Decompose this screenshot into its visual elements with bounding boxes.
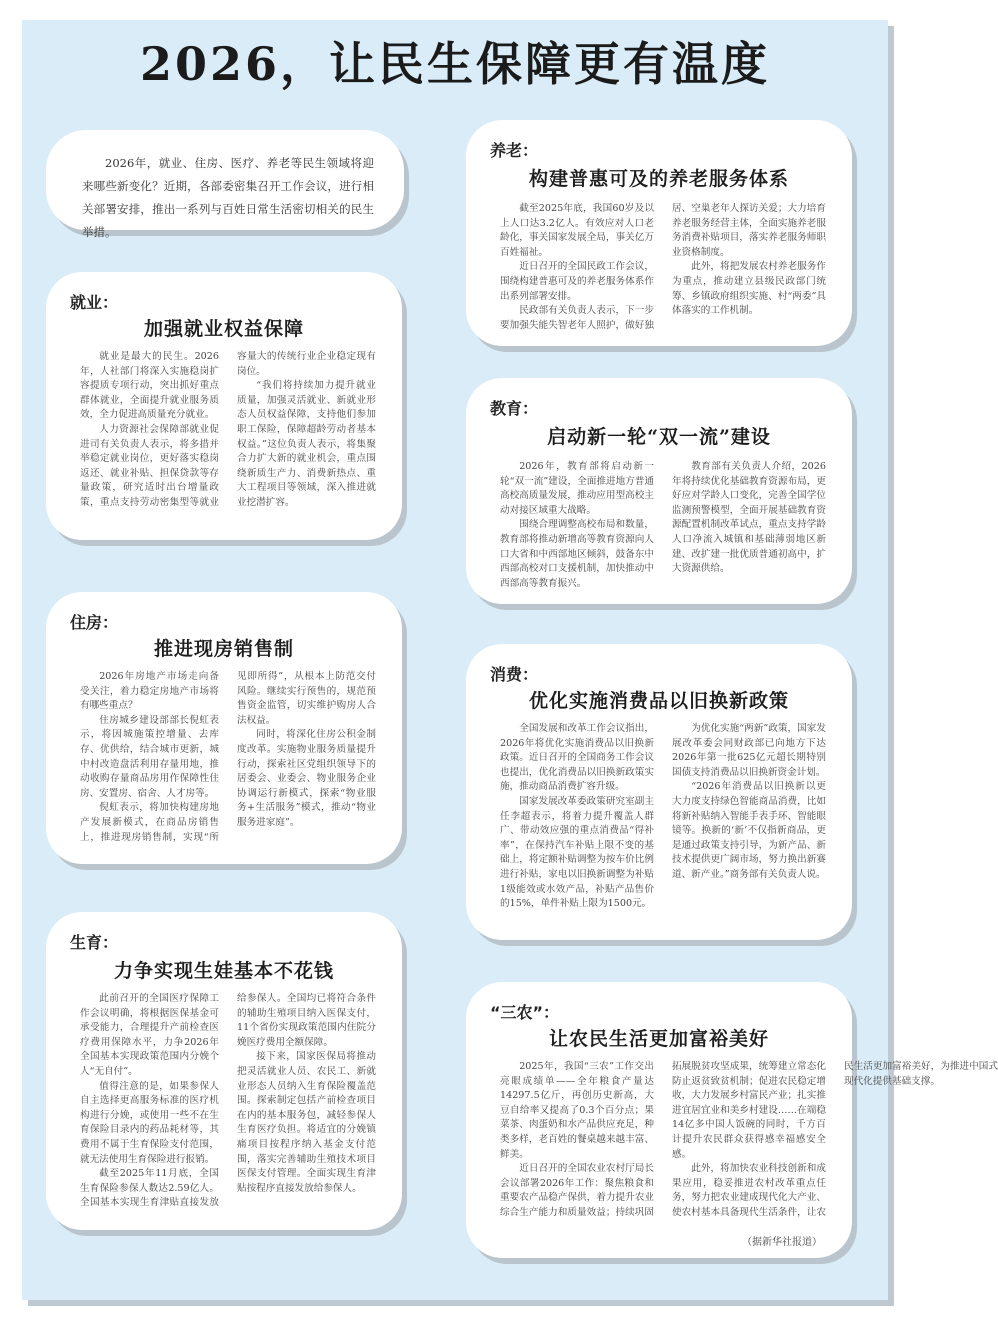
section-consumption [466,644,852,940]
section-heading: 力争实现生娃基本不花钱 [113,960,334,982]
paragraph: “2026年消费品以旧换新以更大力度支持绿色智能商品消费，比如将新补贴纳入智能手表手环、智能眼镜等。换新的‘新’不仅指新商品，更是通过政策支持引导，为新产品、新技术提供更广阔市场，努力换出新赛道、新产业。”商务部有关负责人说。 [672,781,826,880]
paragraph: 2025年，我国“三农”工作交出亮眼成绩单——全年粮食产量达14297.5亿斤，再创历史新高，大豆自给率又提高了0.3个百分点；果菜茶、肉蛋奶和水产品供应充足，种类多样，老百姓的餐桌越来越丰富、鲜美。 [500,1061,654,1160]
section-body [500,202,826,334]
section-heading: 构建普惠可及的养老服务体系 [528,168,789,190]
section-tag: 就业： [70,293,119,312]
paragraph: 人力资源社会保障部就业促进司有关负责人表示，将多措并举稳定就业岗位，更好落实稳岗返还、就业补贴、担保贷款等存量政策，研究适时出台增量政策，重点支持劳动密集型等就业容量大的传统行业企业稳定现有岗位。 [80,351,376,508]
section-heading: 优化实施消费品以旧换新政策 [528,690,789,712]
paragraph: 就业是最大的民生。2026年，人社部门将深入实施稳岗扩容提质专项行动，突出抓好重点群体就业，全面提升就业服务质效，全力促进高质量充分就业。 [80,351,219,421]
section-body [500,460,826,592]
intro-text: 2026年，就业、住房、医疗、养老等民生领域将迎来哪些新变化？近期，各部委密集召开工作会议，进行相关部署安排，推出一系列与百姓日常生活密切相关的民生举措。 [82,156,374,239]
section-education [466,378,852,604]
paragraph: 值得注意的是，如果参保人自主选择更高服务标准的医疗机构进行分娩，或使用一些不在生育保险目录内的药品耗材等，其费用不属于生育保险支付范围，就无法使用生育保险进行报销。 [80,1080,219,1165]
paragraph: 此外，将把发展农村养老服务作为重点，推动建立县级民政部门统筹、乡镇政府组织实施、村“两委”具体落实的工作机制。 [672,261,826,317]
paragraph: 接下来，国家医保局将推动把灵活就业人员、农民工、新就业形态人员纳入生育保险覆盖范围。探索制定包括产前检查项目在内的基本服务包，减轻参保人生育医疗负担。将适宜的分娩镇痛项目按程序纳入基金支付范围，落实完善辅助生殖技术项目医保支付管理。全面实现生育津贴按程序直接发放给参保人。 [237,1051,376,1194]
paragraph: 住房城乡建设部部长倪虹表示，将因城施策控增量、去库存、优供给，结合城市更新，城中村改造盘活利用存量用地，推动收购存量商品房用作保障性住房、安置房、宿舍、人才房等。 [80,714,219,799]
paragraph: 教育部有关负责人介绍，2026年将持续优化基础教育资源布局，更好应对学龄人口变化，完善全国学位监测预警模型，全面开展基础教育资源配置机制改革试点，重点支持学龄人口净流入城镇和基础薄弱地区新建、改扩建一批优质普通初高中，扩大资源供给。 [672,461,826,575]
section-heading: 启动新一轮“双一流”建设 [547,426,771,448]
section-tag: 教育： [490,399,539,418]
section-tag: 生育： [70,933,119,952]
section-heading: 推进现房销售制 [153,638,294,660]
section-body [80,350,376,526]
source-credit: （据新华社报道） [742,1237,822,1248]
section-agriculture [466,982,998,1258]
paragraph: 2026年房地产市场走向备受关注，着力稳定房地产市场将有哪些重点？ [80,671,219,712]
section-tag: 住房： [70,613,119,632]
section-body [500,722,826,928]
section-heading: 加强就业权益保障 [143,318,304,340]
paragraph: 近日召开的全国农业农村厅局长会议部署2026年工作：聚焦粮食和重要农产品稳产保供，着力提升农业综合生产能力和质量效益；持续巩固拓展脱贫攻坚成果，统筹建立常态化防止返贫致贫机制；促进农民稳定增收，大力发展乡村富民产业；扎实推进宜居宜业和美乡村建设……在端稳14亿多中国人饭碗的同时，千方百计提升农民群众获得感幸福感安全感。 [500,1061,826,1218]
section-body [80,670,376,850]
page-title: 2026，让民生保障更有温度 [139,37,771,91]
paragraph: 截至2025年11月底，全国生育保险参保人数达2.59亿人。全国基本实现生育津贴直接发放给参保人。全国均已将符合条件的辅助生殖项目纳入医保支付，11个省份实现政策范围内住院分娩医疗费用全额保障。 [80,993,376,1209]
section-tag: “三农”： [490,1003,560,1022]
section-elder [466,120,852,346]
paragraph: 民政部有关负责人表示，下一步要加强失能失智老年人照护，做好独居、空巢老年人探访关爱；大力培育养老服务经营主体，全面实施养老服务消费补贴项目，落实养老服务师职业资格制度。 [500,203,826,331]
paragraph: 为优化实施“两新”政策，国家发展改革委会同财政部已向地方下达2026年第一批625亿元超长期特别国债支持消费品以旧换新资金计划。 [672,723,826,778]
intro-card [46,130,404,239]
section-body [500,1060,998,1228]
paragraph: 倪虹表示，将加快构建房地产发展新模式，在商品房销售上，推进现房销售制，实现“所见即所得”，从根本上防范交付风险。继续实行预售的，规范预售资金监管，切实维护购房人合法权益。 [80,671,376,843]
section-heading: 让农民生活更加富裕美好 [548,1028,769,1050]
paragraph: 此前召开的全国医疗保障工作会议明确，将根据医保基金可承受能力，合理提升产前检查医疗费用保障水平，力争2026年全国基本实现政策范围内分娩个人“无自付”。 [80,993,219,1077]
paragraph: 此外，将加快农业科技创新和成果应用，稳妥推进农村改革重点任务，努力把农业建成现代化大产业、使农村基本具备现代生活条件，让农民生活更加富裕美好，为推进中国式现代化提供基础支撑。 [672,1061,998,1218]
paragraph: 同时，将深化住房公积金制度改革。实施物业服务质量提升行动，探索社区党组织领导下的居委会、业委会、物业服务企业协调运行新模式，探索“物业服务+生活服务”模式，推动“物业服务进家庭”。 [237,729,376,828]
paragraph: “我们将持续加力提升就业质量，加强灵活就业、新就业形态人员权益保障，支持他们参加职工保险，保障超龄劳动者基本权益。”这位负责人表示，将集聚合力扩大新的就业机会，重点围绕新质生产力、消费新热点、重大工程项目等领域，深入推进就业挖潜扩容。 [237,380,376,508]
section-employment [46,272,402,540]
paragraph: 2026年，教育部将启动新一轮“双一流”建设，全面推进地方普通高校高质量发展，推动应用型高校主动对接区域重大战略。 [500,461,654,516]
paragraph: 截至2025年底，我国60岁及以上人口达3.2亿人。有效应对人口老龄化，事关国家发展全局，事关亿万百姓福祉。 [500,203,654,258]
section-tag: 养老： [490,141,539,160]
section-tag: 消费： [490,665,539,684]
paragraph: 围绕合理调整高校布局和数量，教育部将推动新增高等教育资源向人口大省和中西部地区倾斜，鼓备东中西部高校对口支援机制，加快推动中西部高等教育振兴。 [500,519,654,589]
section-housing [46,592,402,864]
section-childbirth [46,912,402,1230]
paragraph: 国家发展改革委政策研究室副主任李超表示，将着力提升覆盖人群广、带动效应强的重点消费品“得补率”，在保持汽车补贴上限不变的基础上，将定额补贴调整为按车价比例进行补贴，家电以旧换新调整为补贴1级能效或水效产品，补贴产品售价的15%，单件补贴上限为1500元。 [500,795,654,910]
paragraph: 全国发展和改革工作会议指出，2026年将优化实施消费品以旧换新政策。近日召开的全国商务工作会议也提出，优化消费品以旧换新政策实施，推动商品消费扩容升级。 [500,723,654,793]
paragraph: 近日召开的全国民政工作会议，围绕构建普惠可及的养老服务体系作出系列部署安排。 [500,261,654,302]
section-body [80,992,376,1220]
